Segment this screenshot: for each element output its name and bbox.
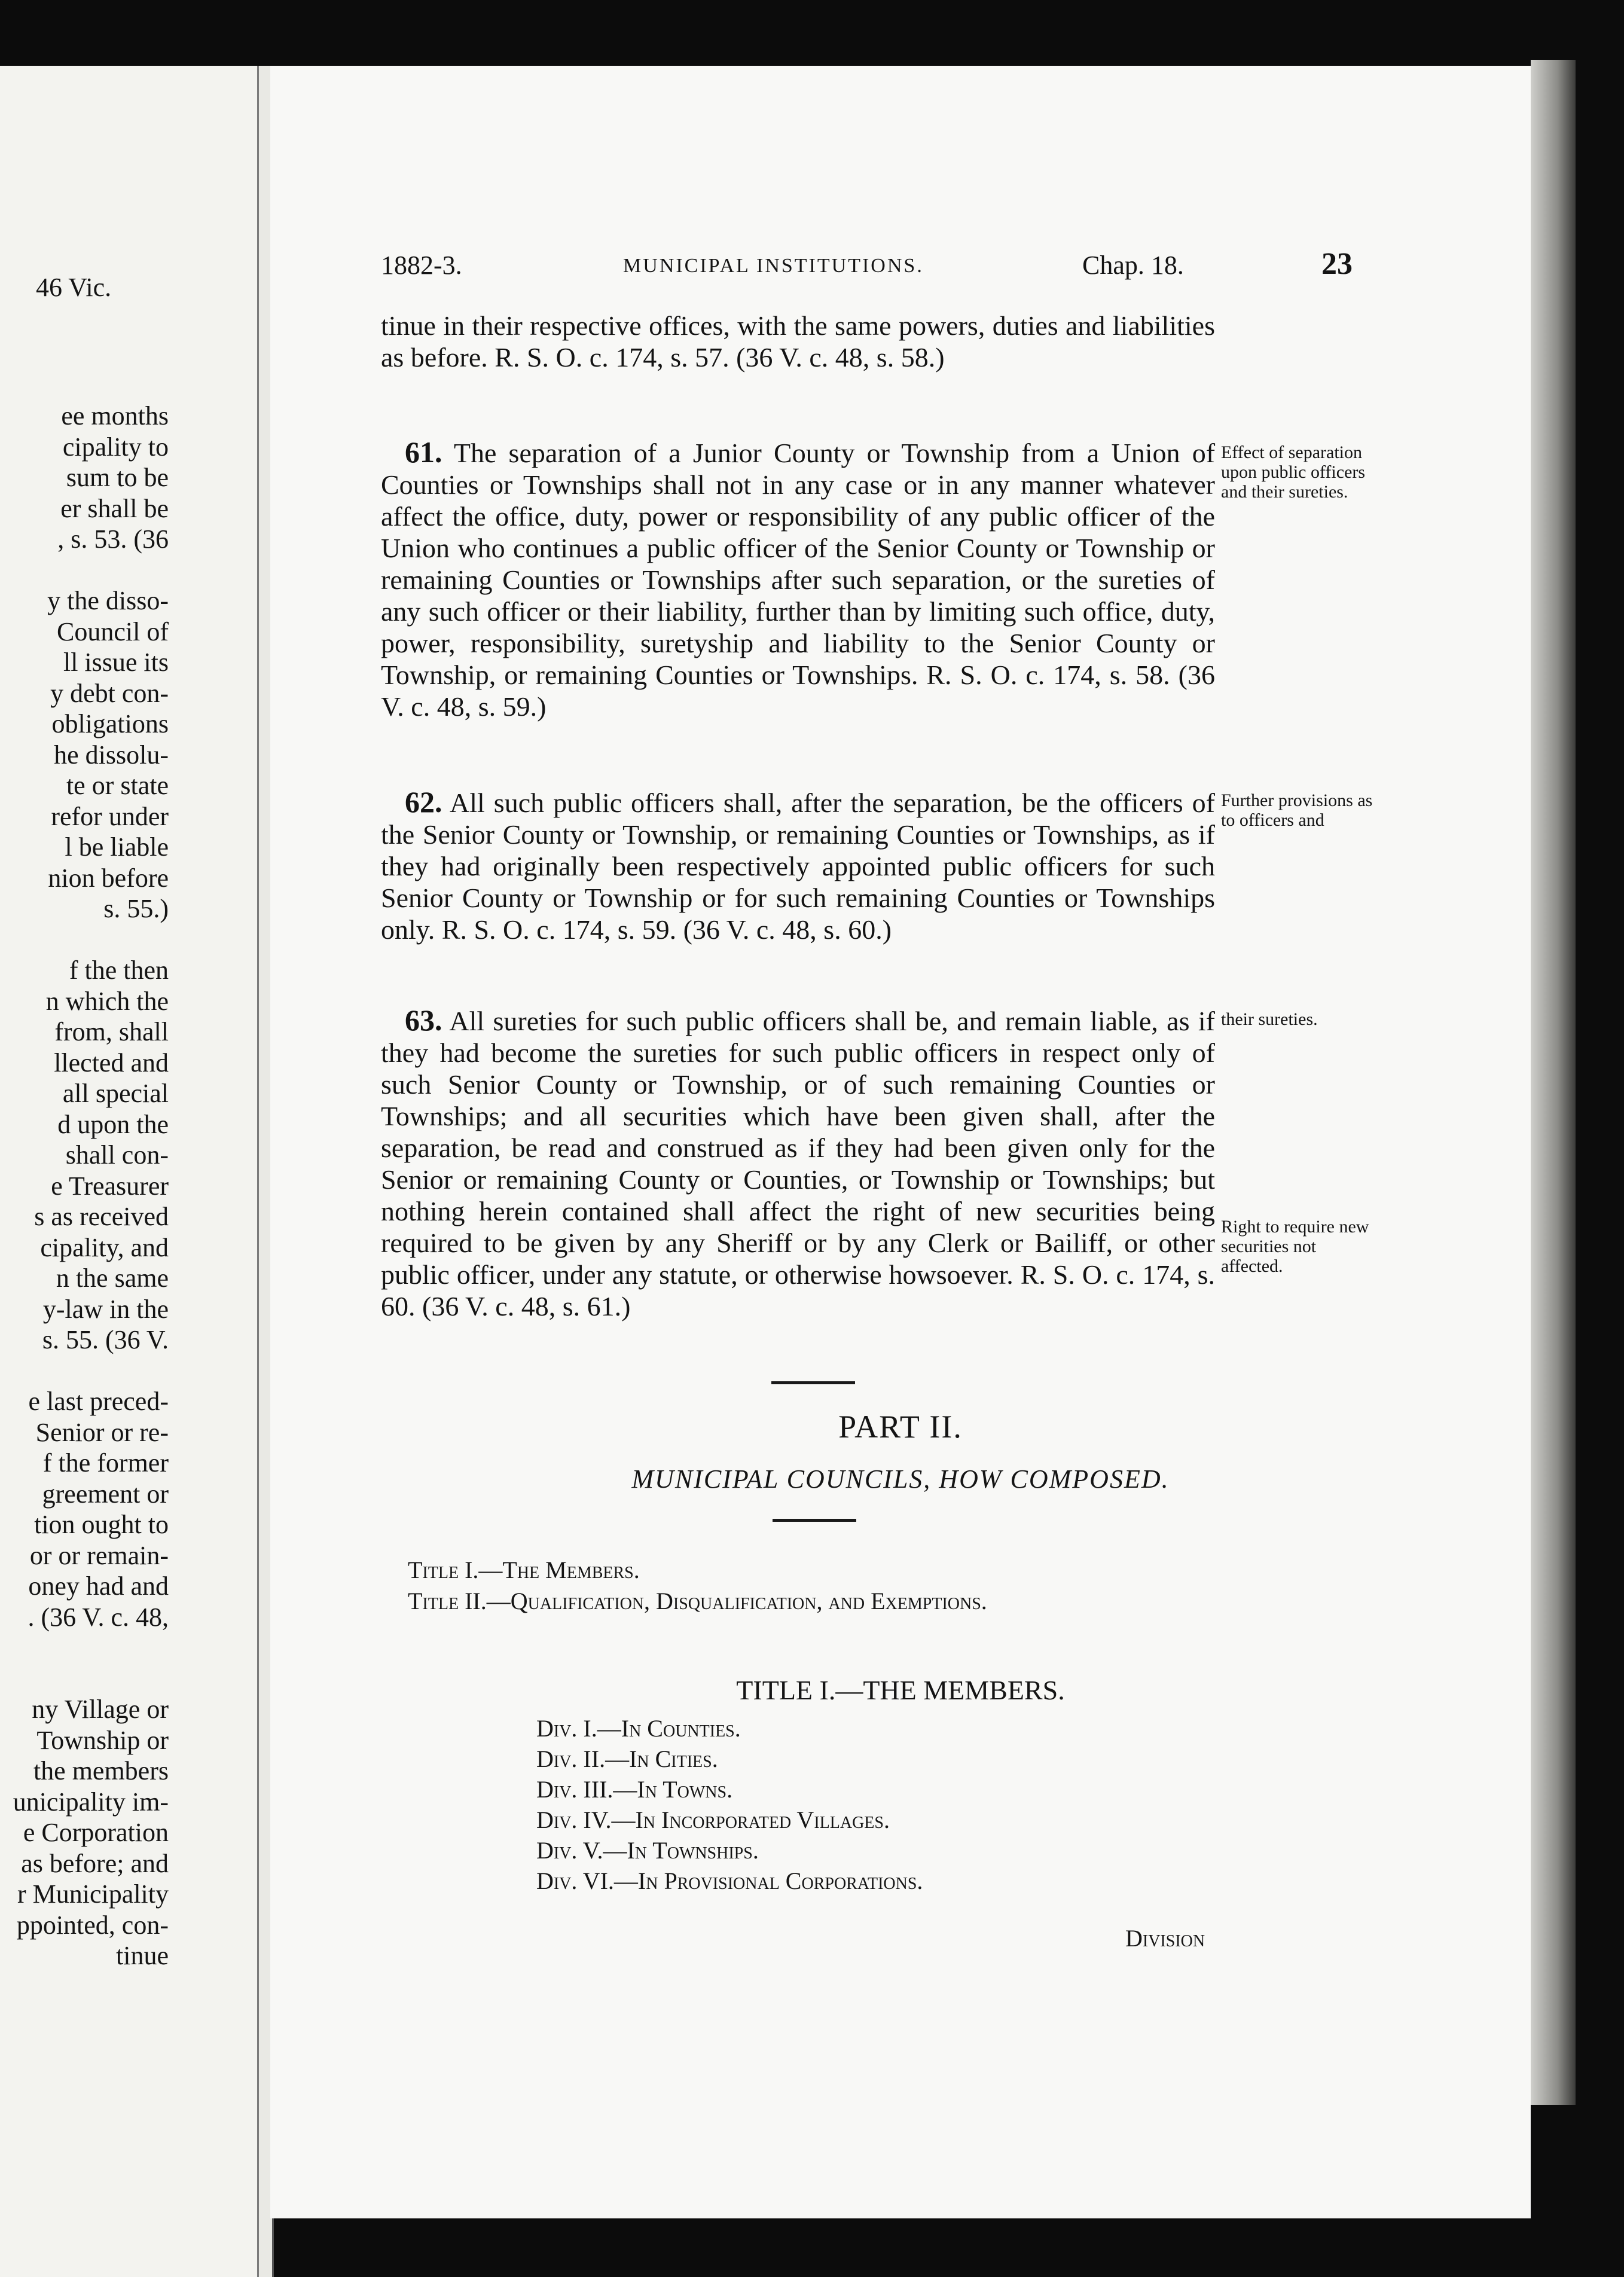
section-text: The separation of a Junior County or Township from a Union of Counties or Townships shall not in any case or in any manner whatever affect the office, duty, power or responsibility of any public officer of the Union who continues a public officer of the Senior County or Township or remaining Counties or Townships after such separation, or the sureties of any such officer or their liability, further than by limiting such office, duty, power, responsibility, suretyship and liability to the Senior County or Township, or remaining Counties or Townships. R. S. O. c. 174, s. 58. (36 V. c. 48, s. 59.) — [381, 438, 1216, 722]
left-line: te or state — [66, 771, 169, 800]
division-entry: Div. V.—In Townships. — [536, 1837, 759, 1864]
section-63 — [381, 1005, 1215, 1322]
division-entry: Div. VI.—In Provisional Corporations. — [536, 1867, 923, 1894]
left-line — [13, 555, 169, 586]
left-line: . (36 V. c. 48, — [28, 1602, 169, 1632]
title-one-heading: TITLE I.—THE MEMBERS. — [736, 1675, 1065, 1705]
left-line: s. 55.) — [103, 894, 169, 923]
left-line: from, shall — [54, 1017, 169, 1046]
margin-note-63: their sureties. — [1221, 1009, 1318, 1029]
running-head-title: MUNICIPAL INSTITUTIONS. — [623, 255, 924, 277]
division-entry: Div. I.—In Counties. — [536, 1715, 741, 1742]
section-text: All such public officers shall, after the separation, be the officers of the Senior County or Township, or remaining Counties or Townships, as if they had originally been respectively appointed public officers for such Senior County or Township or for such remaining Counties or Townships only. R. S. O. c. 174, s. 59. (36 V. c. 48, s. 60.) — [381, 788, 1215, 945]
left-line: n the same — [56, 1263, 169, 1293]
page-number: 23 — [1321, 247, 1353, 281]
division-entry: Div. IV.—In Incorporated Villages. — [536, 1806, 890, 1833]
left-line: shall con- — [65, 1140, 169, 1170]
left-line: e Treasurer — [51, 1171, 169, 1201]
left-line: ll issue its — [63, 648, 169, 677]
left-line: y the disso- — [47, 586, 169, 615]
division-entry: Div. II.—In Cities. — [536, 1745, 718, 1772]
section-text: All sureties for such public officers shall be, and remain liable, as if they had become the sureties for such public officers in respect only of such Senior County or Township, or of such remaining Counties or Townships; and all securities which have been given shall, after the separation, be read and construed as if they had been given only for the Senior or remaining County or Counties, or Township or Townships; but nothing herein contained shall affect the right of new securities being required to be given by any Sheriff or by any Clerk or Bailiff, or other public officer, under any statute, or otherwise howsoever. R. S. O. c. 174, s. 60. (36 V. c. 48, s. 61.) — [381, 1006, 1215, 1321]
left-line: unicipality im- — [13, 1787, 169, 1817]
division-entry: Div. III.—In Towns. — [536, 1776, 733, 1803]
left-line: d upon the — [57, 1109, 169, 1139]
left-line: y-law in the — [42, 1294, 169, 1324]
left-line: all special — [62, 1079, 169, 1108]
section-number: 63. — [405, 1003, 442, 1037]
running-head-year: 1882-3. — [381, 251, 462, 280]
left-line — [13, 1632, 169, 1664]
margin-note-63-right-to-require: Right to require new securities not affected. — [1221, 1217, 1369, 1276]
left-line: sum to be — [66, 463, 169, 492]
left-line: y debt con- — [50, 678, 169, 708]
left-line: he dissolu- — [54, 740, 169, 770]
left-line: refor under — [51, 801, 169, 831]
margin-note-62: Further provisions as to officers and — [1221, 790, 1373, 830]
left-line: n which the — [45, 986, 169, 1016]
section-number: 62. — [405, 785, 442, 819]
part-divider-rule — [773, 1519, 856, 1522]
left-line: the members — [33, 1756, 169, 1785]
left-line: f the then — [69, 956, 169, 985]
left-line: r Municipality — [17, 1879, 169, 1909]
left-line: or or remain- — [29, 1540, 169, 1570]
titles-list — [408, 1555, 1263, 1617]
left-facing-page — [0, 66, 257, 2277]
left-line: ny Village or — [32, 1695, 169, 1724]
left-line: tinue — [116, 1941, 169, 1970]
left-line: tion ought to — [34, 1510, 169, 1539]
title-entry: Title I.—The Members. — [408, 1556, 640, 1583]
section-62 — [381, 786, 1215, 945]
left-line: e Corporation — [23, 1818, 169, 1847]
margin-note-61: Effect of separation upon public officers and their sureties. — [1221, 442, 1366, 502]
section-number: 61. — [405, 435, 442, 469]
left-line: cipality to — [62, 432, 169, 462]
running-head — [270, 247, 1531, 286]
left-line: er shall be — [60, 493, 169, 523]
part-heading: PART II. — [838, 1409, 963, 1445]
left-line: oney had and — [28, 1571, 169, 1601]
left-line: Township or — [36, 1725, 169, 1755]
catchword: Division — [1125, 1925, 1205, 1952]
running-head-chapter: Chap. 18. — [1082, 251, 1184, 280]
continuation-paragraph: tinue in their respective offices, with the same powers, duties and liabilities as before. R. S. O. c. 174, s. 57. (36 V. c. 48, s. 58.) — [381, 310, 1215, 373]
left-line — [13, 924, 169, 956]
divisions-list — [536, 1713, 923, 1896]
title-entry: Title II.—Qualification, Disqualification, and Exemptions. — [408, 1588, 987, 1614]
section-61 — [381, 437, 1215, 722]
left-line: llected and — [54, 1048, 169, 1078]
part-subheading: MUNICIPAL COUNCILS, HOW COMPOSED. — [631, 1464, 1170, 1494]
left-line: Senior or re- — [35, 1417, 169, 1447]
left-running-head: 46 Vic. — [36, 273, 112, 302]
left-line: Council of — [57, 616, 169, 646]
left-page-lines — [13, 401, 169, 1971]
left-line — [13, 1356, 169, 1387]
page-edge-shadow — [1531, 60, 1576, 2105]
left-line: as before; and — [21, 1848, 169, 1878]
section-divider-rule — [771, 1381, 855, 1384]
left-line: ee months — [61, 401, 169, 431]
left-line — [13, 1664, 169, 1695]
left-line: e last preced- — [28, 1387, 169, 1416]
left-line: s. 55. (36 V. — [42, 1325, 169, 1354]
left-line: cipality, and — [40, 1232, 169, 1262]
left-line: greement or — [42, 1479, 169, 1509]
main-page — [270, 66, 1531, 2218]
left-line: , s. 53. (36 — [57, 524, 169, 554]
left-line: ppointed, con- — [16, 1910, 169, 1940]
left-line: s as received — [34, 1202, 169, 1231]
left-line: obligations — [51, 709, 169, 738]
left-line: f the former — [42, 1448, 169, 1478]
left-line: l be liable — [65, 832, 169, 862]
left-line: nion before — [48, 863, 169, 893]
